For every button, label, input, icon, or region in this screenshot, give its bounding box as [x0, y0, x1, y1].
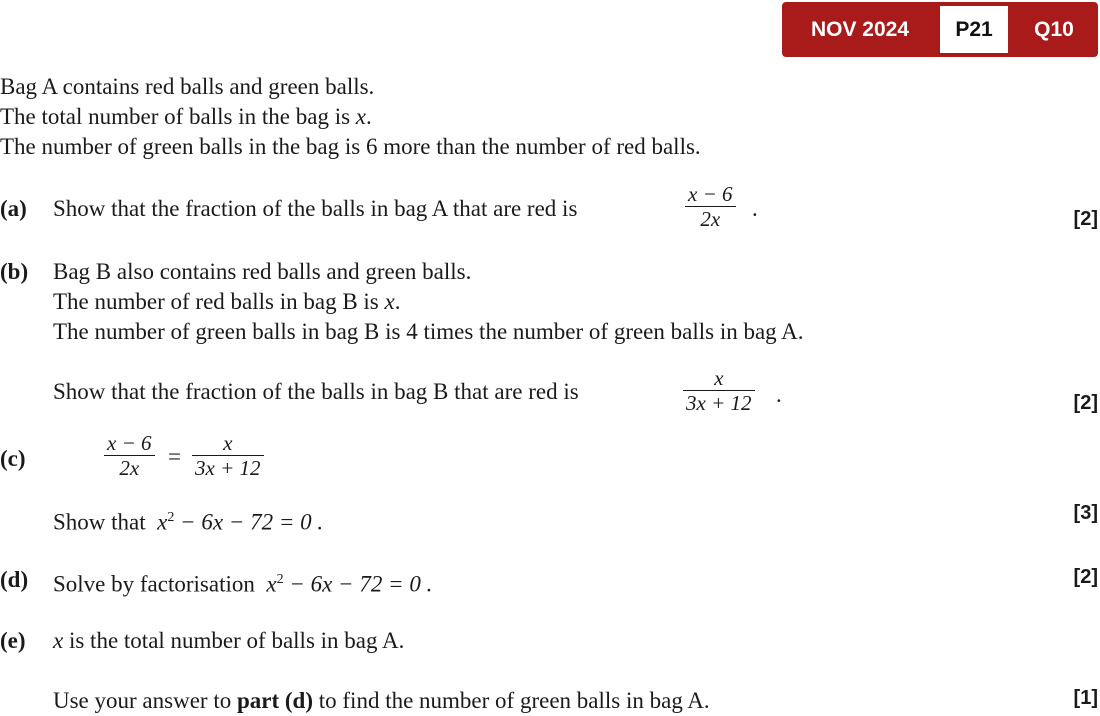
period: .: [776, 382, 782, 407]
part-b-fraction: [683, 366, 755, 415]
equals-sign: =: [168, 444, 181, 469]
part-a-text: Show that the fraction of the balls in bag A that are red is: [53, 196, 578, 221]
part-c-equation: − 6x − 72 = 0 .: [180, 509, 324, 535]
part-a-fraction: [685, 182, 736, 231]
part-b-label: (b): [0, 259, 29, 284]
fraction-denominator: 2x: [104, 455, 155, 480]
part-a-label: (a): [0, 196, 27, 221]
fraction-denominator: 3x + 12: [683, 390, 755, 415]
session-label: NOV 2024: [810, 18, 910, 41]
part-e-label: (e): [0, 628, 26, 653]
part-b-marks: [2]: [1073, 392, 1098, 414]
question-badge: [782, 2, 1098, 57]
paper-label: P21: [940, 6, 1008, 53]
part-c-rhs-fraction: [192, 431, 264, 480]
part-e-line-2: Use your answer to part (d) to find the number of green balls in bag A.: [53, 688, 710, 713]
part-c-label: (c): [0, 446, 26, 471]
part-a-marks: [2]: [1073, 208, 1098, 230]
part-b-line-2: The number of red balls in bag B is x.: [53, 289, 401, 314]
part-d-label: (d): [0, 567, 29, 592]
fraction-numerator: x: [714, 366, 724, 390]
intro-line-3: The number of green balls in the bag is 6 more than the number of red balls.: [0, 134, 701, 159]
part-b-text: Show that the fraction of the balls in bag B that are red is: [53, 379, 579, 404]
part-d-marks: [2]: [1073, 566, 1098, 588]
part-c-lhs-fraction: [104, 431, 155, 480]
part-c-show-text: Show that $x^2 - 6x - 72 = 0$ .: [53, 509, 324, 535]
fraction-numerator: x − 6: [107, 431, 152, 455]
intro-line-2: The total number of balls in the bag is x.: [0, 104, 372, 129]
fraction-numerator: x − 6: [688, 182, 733, 206]
part-e-line-1: x is the total number of balls in bag A.: [53, 628, 405, 653]
part-b-line-1: Bag B also contains red balls and green balls.: [53, 259, 472, 284]
part-d-text: Solve by factorisation $x^2 - 6x - 72 = 0$ .: [53, 571, 433, 597]
part-d-equation: − 6x − 72 = 0 .: [289, 571, 433, 597]
part-c-marks: [3]: [1073, 502, 1098, 524]
period: .: [752, 196, 758, 221]
intro-line-1: Bag A contains red balls and green balls.: [0, 74, 375, 99]
part-e-marks: [1]: [1073, 687, 1098, 709]
fraction-denominator: 3x + 12: [192, 455, 264, 480]
fraction-denominator: 2x: [685, 206, 736, 231]
part-b-line-3: The number of green balls in bag B is 4 times the number of green balls in bag A.: [53, 319, 804, 344]
fraction-numerator: x: [223, 431, 233, 455]
question-label: Q10: [1034, 18, 1074, 41]
